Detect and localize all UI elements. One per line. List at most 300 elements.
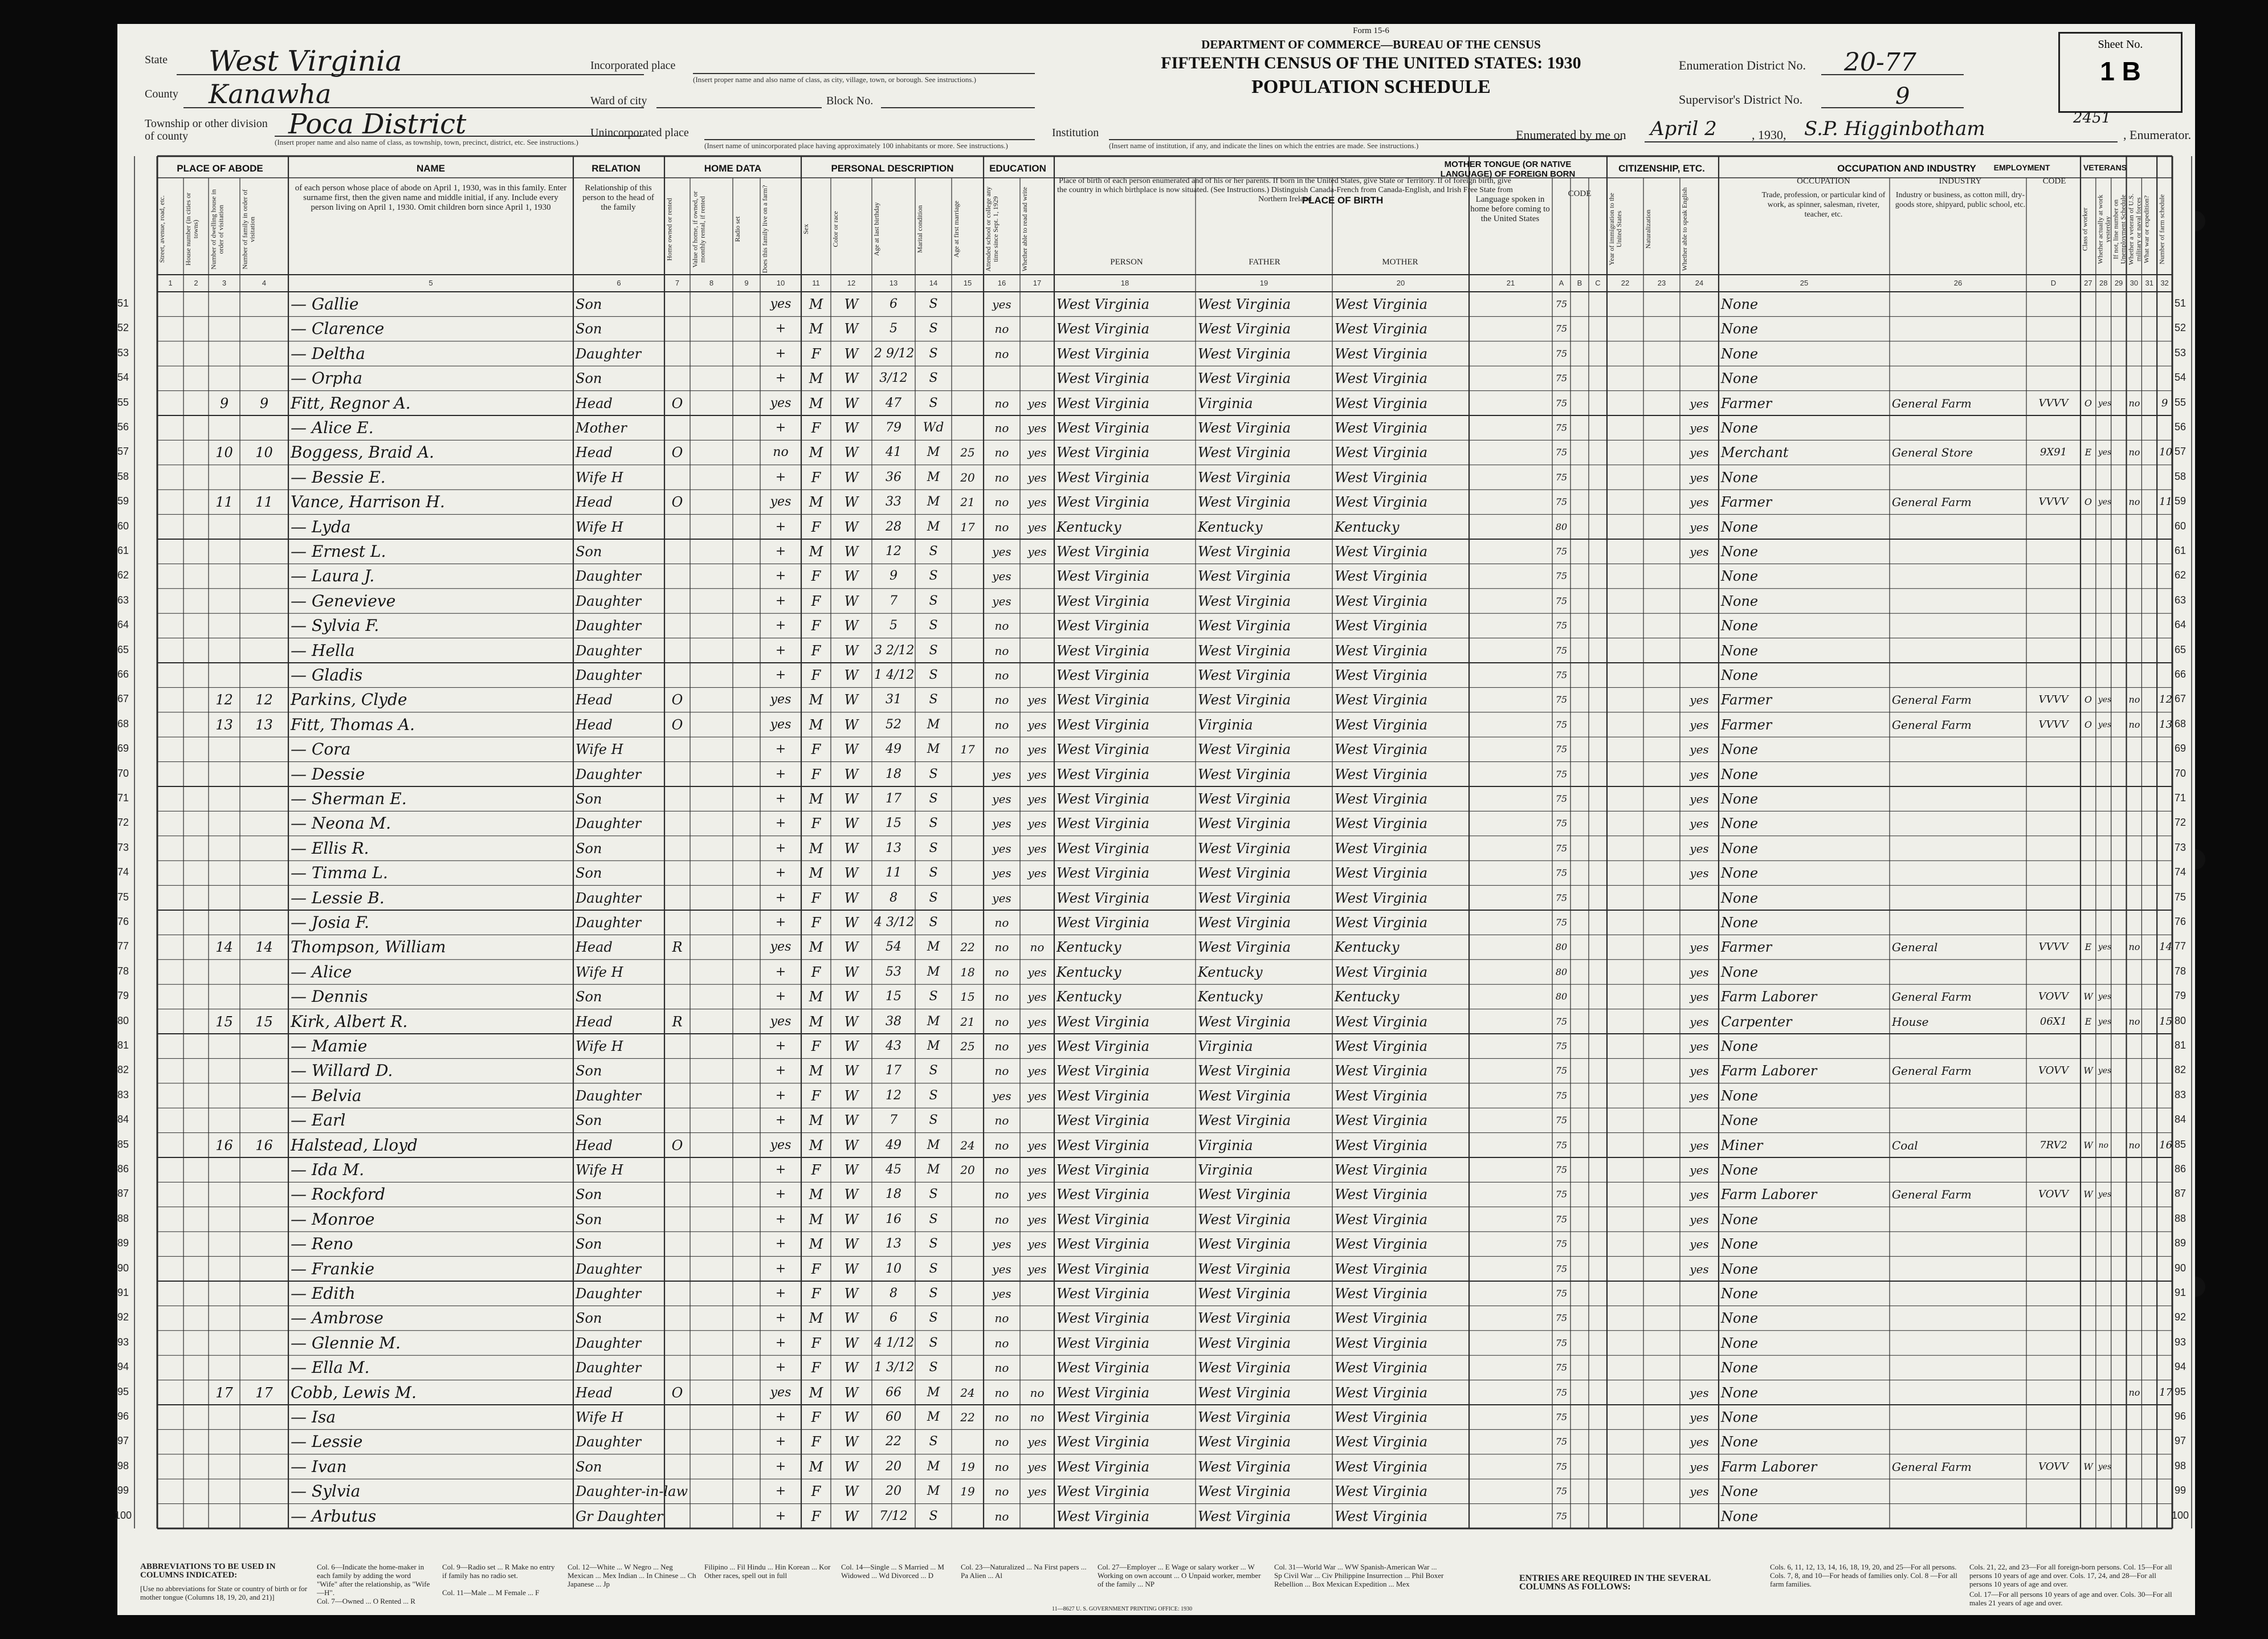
farm-schedule-number xyxy=(2159,617,2170,635)
relation: Head xyxy=(576,716,613,733)
relation: Daughter xyxy=(576,816,642,832)
birthplace-father: West Virginia xyxy=(1198,370,1291,387)
birthplace-father: West Virginia xyxy=(1198,915,1291,931)
age-at-marriage xyxy=(954,617,981,635)
sex: F xyxy=(811,1434,821,1450)
birthplace-father: West Virginia xyxy=(1198,568,1291,585)
footer-col9: Col. 9—Radio set ... R Make no entry if family has no radio set. xyxy=(442,1563,555,1580)
read-write xyxy=(1022,295,1052,313)
birthplace-mother: West Virginia xyxy=(1335,766,1428,782)
person-name: Cobb, Lewis M. xyxy=(291,1383,417,1402)
birthplace-father: West Virginia xyxy=(1198,1087,1291,1104)
birthplace-father: West Virginia xyxy=(1198,1187,1291,1203)
race: W xyxy=(844,1087,859,1104)
age-at-marriage: 20 xyxy=(960,1163,975,1177)
birthplace-code: 75 xyxy=(1555,719,1568,730)
occupation: None xyxy=(1721,544,1759,560)
table-row xyxy=(117,740,2195,759)
read-write: yes xyxy=(1027,817,1047,831)
age: 6 xyxy=(890,1311,898,1326)
dwelling-number xyxy=(211,1185,238,1204)
birthplace-father: West Virginia xyxy=(1198,939,1291,956)
industry-code: 7RV2 xyxy=(2039,1139,2067,1151)
line-number: 57 xyxy=(117,446,129,458)
column-number: 5 xyxy=(429,279,433,287)
line-number: 83 xyxy=(117,1088,129,1100)
class-of-worker: E xyxy=(2085,447,2092,458)
line-number: 97 xyxy=(2174,1435,2187,1447)
farm-residence: + xyxy=(775,618,786,633)
at-work xyxy=(2098,295,2109,313)
marital-status: M xyxy=(927,1137,940,1152)
speaks-english: yes xyxy=(1690,1237,1709,1251)
birthplace-code: 80 xyxy=(1555,966,1568,977)
industry xyxy=(1892,320,2024,338)
birthplace-mother: West Virginia xyxy=(1335,964,1428,980)
relation: Gr Daughter xyxy=(576,1508,663,1524)
race: W xyxy=(844,321,859,337)
industry xyxy=(1892,839,2024,858)
industry-code xyxy=(2029,295,2078,313)
veteran: no xyxy=(2128,1387,2140,1398)
farm-residence: + xyxy=(775,964,786,979)
family-number xyxy=(242,1235,286,1253)
industry xyxy=(1892,468,2024,487)
birthplace-code: 75 xyxy=(1555,892,1568,903)
sex: F xyxy=(811,1038,821,1054)
column-number: 21 xyxy=(1506,279,1515,287)
line-number: 98 xyxy=(117,1459,129,1471)
attended-school: yes xyxy=(992,297,1011,311)
home-owned xyxy=(667,814,688,833)
birthplace-person: West Virginia xyxy=(1057,1335,1150,1351)
relation: Son xyxy=(576,989,602,1005)
table-row xyxy=(117,443,2195,462)
industry-code: VOVV xyxy=(2038,1188,2069,1201)
family-number: 11 xyxy=(255,494,273,511)
line-number: 70 xyxy=(117,767,129,779)
line-number: 99 xyxy=(2174,1485,2187,1497)
farm-residence: + xyxy=(775,593,786,608)
farm-residence: + xyxy=(775,841,786,855)
birthplace-code: 75 xyxy=(1555,1065,1568,1077)
column-number: 31 xyxy=(2145,279,2153,287)
industry-code xyxy=(2029,617,2078,635)
birthplace-code: 75 xyxy=(1555,397,1568,409)
class-of-worker xyxy=(2083,1433,2094,1451)
farm-schedule-number xyxy=(2159,295,2170,313)
race: W xyxy=(844,1187,859,1203)
column-label-agemarriage: Age at first marriage xyxy=(952,201,960,258)
group-employment: EMPLOYMENT xyxy=(1993,163,2050,172)
at-work xyxy=(2098,889,2109,907)
person-name: — Alice E. xyxy=(291,418,374,437)
age: 45 xyxy=(886,1163,902,1177)
sex: F xyxy=(811,1483,821,1500)
industry-code xyxy=(2029,1037,2078,1055)
farm-schedule-number xyxy=(2159,419,2170,437)
table-row xyxy=(117,691,2195,709)
industry-code xyxy=(2029,1359,2078,1377)
read-write: yes xyxy=(1027,1138,1047,1152)
line-number: 92 xyxy=(117,1311,129,1323)
occupation: None xyxy=(1721,1261,1759,1277)
family-number xyxy=(242,419,286,437)
family-number xyxy=(242,889,286,907)
birthplace-code: 75 xyxy=(1555,1387,1568,1398)
column-label-war: What war or expedition? xyxy=(2142,195,2151,263)
family-number xyxy=(242,740,286,759)
column-number: 2 xyxy=(194,279,198,287)
age: 49 xyxy=(886,742,902,757)
speaks-english xyxy=(1682,1111,1716,1130)
industry xyxy=(1892,1260,2024,1278)
home-owned xyxy=(667,765,688,784)
read-write: yes xyxy=(1027,965,1047,979)
dwelling-number xyxy=(211,889,238,907)
home-owned xyxy=(667,1285,688,1303)
line-number: 53 xyxy=(117,346,129,358)
age: 18 xyxy=(886,767,902,781)
line-number: 95 xyxy=(117,1385,129,1397)
industry-code: VOVV xyxy=(2038,1460,2069,1473)
industry-code xyxy=(2029,889,2078,907)
birthplace-code: 75 xyxy=(1555,422,1568,433)
race: W xyxy=(844,1261,859,1277)
class-of-worker: W xyxy=(2083,991,2093,1002)
family-number xyxy=(242,1062,286,1080)
table-row xyxy=(117,1408,2195,1426)
sex: M xyxy=(809,939,823,956)
birthplace-mother: West Virginia xyxy=(1335,420,1428,436)
home-owned xyxy=(667,1359,688,1377)
birthplace-mother: West Virginia xyxy=(1335,1508,1428,1524)
column-number: 20 xyxy=(1396,279,1405,287)
race: W xyxy=(844,915,859,931)
industry-code: VOVV xyxy=(2038,990,2069,1003)
age: 4 3/12 xyxy=(874,915,915,929)
birthplace-code: 75 xyxy=(1555,373,1568,384)
column-number: 14 xyxy=(929,279,938,287)
birthplace-person: West Virginia xyxy=(1057,445,1150,461)
birthplace-father: West Virginia xyxy=(1198,1310,1291,1327)
age-at-marriage xyxy=(954,295,981,313)
marital-status: S xyxy=(929,371,938,386)
read-write: yes xyxy=(1027,1485,1047,1499)
speaks-english: yes xyxy=(1690,866,1709,880)
farm-residence: + xyxy=(775,866,786,880)
attended-school: no xyxy=(994,668,1009,682)
age: 41 xyxy=(886,445,902,460)
industry: General Farm xyxy=(1892,990,1972,1004)
farm-residence: + xyxy=(775,1360,786,1375)
at-work xyxy=(2098,617,2109,635)
line-number: 83 xyxy=(2174,1088,2187,1100)
enumerated-year: , 1930, xyxy=(1752,128,1786,142)
age: 54 xyxy=(886,940,902,955)
person-name: — Ernest L. xyxy=(291,542,386,561)
industry xyxy=(1892,740,2024,759)
birthplace-father: West Virginia xyxy=(1198,345,1291,362)
table-row xyxy=(117,394,2195,413)
line-number: 100 xyxy=(2171,1509,2189,1521)
class-of-worker xyxy=(2083,617,2094,635)
birthplace-person: West Virginia xyxy=(1057,1261,1150,1277)
industry xyxy=(1892,345,2024,363)
read-write: no xyxy=(1030,940,1045,955)
dwelling-number xyxy=(211,1260,238,1278)
age-at-marriage xyxy=(954,320,981,338)
at-work: yes xyxy=(2098,695,2112,705)
dwelling-number xyxy=(211,345,238,363)
farm-residence: + xyxy=(775,989,786,1004)
speaks-english: yes xyxy=(1690,1014,1709,1029)
marital-status: M xyxy=(927,964,940,979)
table-row xyxy=(117,1482,2195,1501)
sex: F xyxy=(811,741,821,758)
dwelling-number xyxy=(211,642,238,660)
birthplace-person: West Virginia xyxy=(1057,1458,1150,1475)
race: W xyxy=(844,469,859,486)
industry xyxy=(1892,790,2024,808)
marital-status: S xyxy=(929,1434,938,1449)
farm-schedule-number xyxy=(2159,1433,2170,1451)
table-row xyxy=(117,1210,2195,1229)
line-number: 52 xyxy=(2174,322,2187,334)
attended-school: yes xyxy=(992,817,1011,831)
attended-school: no xyxy=(994,470,1009,484)
relation: Son xyxy=(576,321,602,337)
birthplace-father: West Virginia xyxy=(1198,1335,1291,1351)
family-number xyxy=(242,1458,286,1476)
at-work xyxy=(2098,1285,2109,1303)
farm-schedule-number xyxy=(2159,468,2170,487)
home-owned xyxy=(667,419,688,437)
line-number: 72 xyxy=(117,817,129,829)
birthplace-mother: West Virginia xyxy=(1335,618,1428,634)
occupation: None xyxy=(1721,964,1759,980)
birthplace-code: 75 xyxy=(1555,1461,1568,1472)
attended-school: no xyxy=(994,1212,1009,1226)
birthplace-person: West Virginia xyxy=(1057,1013,1150,1030)
industry: House xyxy=(1892,1014,1929,1029)
class-of-worker xyxy=(2083,369,2094,388)
birthplace-code: 75 xyxy=(1555,323,1568,335)
industry xyxy=(1892,1433,2024,1451)
veteran xyxy=(2129,864,2140,882)
family-number xyxy=(242,1433,286,1451)
entries-title: ENTRIES ARE REQUIRED IN THE SEVERAL COLUMNS AS FOLLOWS: xyxy=(1519,1573,1711,1592)
line-number: 67 xyxy=(2174,693,2187,705)
column-number: 1 xyxy=(168,279,173,287)
relation: Daughter xyxy=(576,1434,642,1450)
birthplace-person: West Virginia xyxy=(1057,642,1150,659)
race: W xyxy=(844,642,859,659)
county-label: County xyxy=(145,88,178,100)
veteran: no xyxy=(2128,1139,2140,1151)
occupation: None xyxy=(1721,469,1759,486)
age-at-marriage xyxy=(954,1334,981,1352)
birthplace-code: 75 xyxy=(1555,1486,1568,1497)
relation: Wife H xyxy=(576,741,623,758)
marital-status: S xyxy=(929,1335,938,1350)
relation: Wife H xyxy=(576,1162,623,1178)
race: W xyxy=(844,890,859,906)
at-work xyxy=(2098,790,2109,808)
race: W xyxy=(844,939,859,956)
industry-code xyxy=(2029,1235,2078,1253)
race: W xyxy=(844,568,859,585)
birthplace-father: West Virginia xyxy=(1198,296,1291,312)
farm-schedule-number xyxy=(2159,1260,2170,1278)
column-number: 24 xyxy=(1695,279,1704,287)
birthplace-mother: West Virginia xyxy=(1335,544,1428,560)
person-name: — Glennie M. xyxy=(291,1333,401,1352)
home-owned xyxy=(667,320,688,338)
table-row xyxy=(117,1235,2195,1253)
age: 1 4/12 xyxy=(874,668,915,682)
dwelling-number xyxy=(211,1433,238,1451)
family-number xyxy=(242,320,286,338)
relation: Head xyxy=(576,1013,613,1030)
age: 13 xyxy=(886,1237,902,1251)
veteran xyxy=(2129,1235,2140,1253)
industry-code: 9X91 xyxy=(2039,446,2067,459)
occupation: None xyxy=(1721,568,1759,585)
birthplace-father: West Virginia xyxy=(1198,1063,1291,1079)
person-name: — Frankie xyxy=(291,1259,374,1278)
marital-status: S xyxy=(929,1187,938,1202)
table-row xyxy=(117,493,2195,511)
column-label-race: Color or race xyxy=(831,211,839,247)
age: 4 1/12 xyxy=(874,1335,915,1350)
line-number: 64 xyxy=(117,619,129,631)
age: 33 xyxy=(886,495,902,509)
dwelling-number: 14 xyxy=(215,939,233,956)
line-number: 84 xyxy=(2174,1114,2187,1126)
industry-code xyxy=(2029,1161,2078,1179)
age-at-marriage xyxy=(954,889,981,907)
race: W xyxy=(844,1112,859,1129)
relation: Head xyxy=(576,445,613,461)
birthplace-person: West Virginia xyxy=(1057,568,1150,585)
birthplace-person: West Virginia xyxy=(1057,840,1150,857)
department-title: DEPARTMENT OF COMMERCE—BUREAU OF THE CENSUS xyxy=(1201,38,1541,51)
birthplace-mother: West Virginia xyxy=(1335,1409,1428,1425)
veteran xyxy=(2129,1433,2140,1451)
birthplace-father: West Virginia xyxy=(1198,840,1291,857)
birthplace-person: West Virginia xyxy=(1057,420,1150,436)
class-of-worker xyxy=(2083,1037,2094,1055)
farm-schedule-number: 10 xyxy=(2159,446,2173,459)
at-work xyxy=(2098,369,2109,388)
column-number: 27 xyxy=(2084,279,2092,287)
race: W xyxy=(844,544,859,560)
veteran xyxy=(2129,617,2140,635)
sex: F xyxy=(811,1335,821,1351)
home-owned: O xyxy=(671,494,683,511)
birthplace-person: West Virginia xyxy=(1057,1187,1150,1203)
class-of-worker: W xyxy=(2083,1189,2093,1200)
age-at-marriage xyxy=(954,592,981,610)
column-number: A xyxy=(1559,279,1564,287)
race: W xyxy=(844,1458,859,1475)
person-name: — Arbutus xyxy=(291,1506,377,1526)
attended-school: no xyxy=(994,1114,1009,1128)
class-of-worker xyxy=(2083,666,2094,684)
industry-code xyxy=(2029,1507,2078,1526)
dwelling-number xyxy=(211,295,238,313)
birthplace-father: Kentucky xyxy=(1198,989,1263,1005)
abbreviations-note: [Use no abbreviations for State or country of birth or for mother tongue (Columns 18, 19, 20, and 21)] xyxy=(140,1584,308,1601)
family-number: 10 xyxy=(255,445,273,461)
person-name: — Dennis xyxy=(291,987,368,1006)
table-row xyxy=(117,1161,2195,1179)
group-mother-tongue: MOTHER TONGUE (OR NATIVE LANGUAGE) OF FOREIGN BORN xyxy=(1440,160,1576,179)
at-work xyxy=(2098,1087,2109,1105)
sex: F xyxy=(811,469,821,486)
relation: Son xyxy=(576,865,602,882)
at-work xyxy=(2098,1507,2109,1526)
farm-residence: + xyxy=(775,371,786,386)
race: W xyxy=(844,840,859,857)
home-owned xyxy=(667,1433,688,1451)
table-row xyxy=(117,914,2195,932)
at-work: yes xyxy=(2098,448,2112,458)
line-number: 94 xyxy=(2174,1361,2187,1373)
relation: Son xyxy=(576,840,602,857)
age-at-marriage xyxy=(954,790,981,808)
at-work: yes xyxy=(2098,1190,2112,1200)
age: 53 xyxy=(886,964,902,979)
birthplace-father: West Virginia xyxy=(1198,420,1291,436)
class-of-worker xyxy=(2083,1210,2094,1229)
occupation: Farmer xyxy=(1721,494,1772,511)
occupation: None xyxy=(1721,1087,1759,1104)
table-row xyxy=(117,864,2195,882)
birthplace-father: Virginia xyxy=(1198,1162,1253,1178)
age-at-marriage xyxy=(954,1185,981,1204)
table-row xyxy=(117,1309,2195,1327)
industry: General Farm xyxy=(1892,1064,1972,1078)
birthplace-person: West Virginia xyxy=(1057,370,1150,387)
birthplace-father: West Virginia xyxy=(1198,1434,1291,1450)
dwelling-number xyxy=(211,419,238,437)
home-owned xyxy=(667,1062,688,1080)
race: W xyxy=(844,964,859,980)
line-number: 80 xyxy=(117,1014,129,1026)
table-row xyxy=(117,369,2195,388)
industry xyxy=(1892,419,2024,437)
attended-school: no xyxy=(994,1361,1009,1375)
occupation: None xyxy=(1721,915,1759,931)
attended-school: no xyxy=(994,1064,1009,1078)
speaks-english xyxy=(1682,369,1716,388)
race: W xyxy=(844,816,859,832)
home-owned xyxy=(667,1161,688,1179)
home-owned: R xyxy=(672,939,683,956)
farm-residence: no xyxy=(773,445,789,460)
person-name: Fitt, Thomas A. xyxy=(291,715,415,734)
veteran xyxy=(2129,1062,2140,1080)
birthplace-mother: West Virginia xyxy=(1335,1038,1428,1054)
class-of-worker xyxy=(2083,864,2094,882)
at-work xyxy=(2098,1408,2109,1426)
age-at-marriage xyxy=(954,666,981,684)
birthplace-father: Kentucky xyxy=(1198,964,1263,980)
township-label: Township or other division of county xyxy=(145,117,268,142)
marital-status: M xyxy=(927,717,940,732)
